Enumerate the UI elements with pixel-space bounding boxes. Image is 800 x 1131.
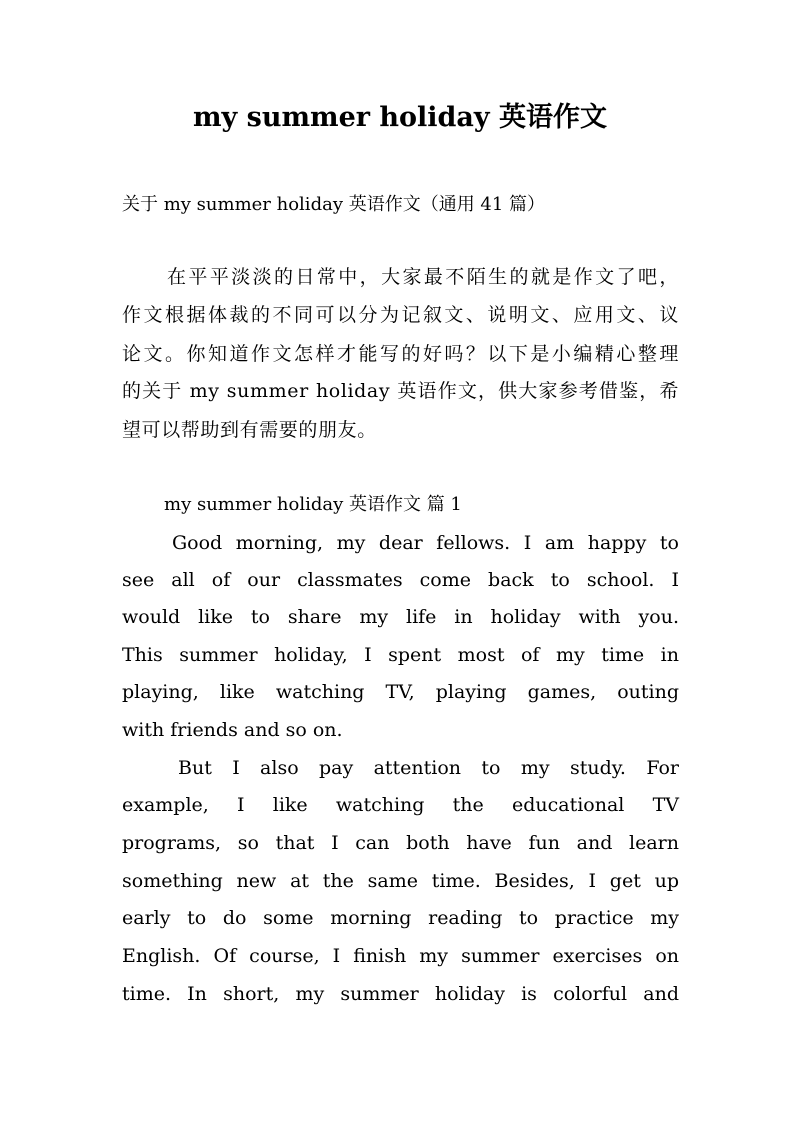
paragraph-2-line-3: programs, so that I can both have fun and learn bbox=[122, 832, 679, 854]
paragraph-2-line-4: something new at the same time. Besides, I get up bbox=[122, 870, 679, 892]
document-subtitle: 关于 my summer holiday 英语作文（通用 41 篇） bbox=[122, 194, 546, 215]
paragraph-1-line-6: with friends and so on. bbox=[122, 719, 343, 741]
intro-line-3: 论文。你知道作文怎样才能写的好吗？以下是小编精心整理 bbox=[122, 343, 679, 365]
paragraph-2-line-5: early to do some morning reading to practice my bbox=[122, 907, 679, 929]
intro-line-4: 的关于 my summer holiday 英语作文，供大家参考借鉴，希 bbox=[122, 380, 679, 402]
intro-line-2: 作文根据体裁的不同可以分为记叙文、说明文、应用文、议 bbox=[122, 304, 679, 326]
paragraph-2-line-7: time. In short, my summer holiday is colorful and bbox=[122, 983, 679, 1005]
document-title: my summer holiday 英语作文 bbox=[192, 102, 608, 133]
paragraph-1-line-1: Good morning, my dear fellows. I am happy to bbox=[172, 532, 679, 554]
section-heading: my summer holiday 英语作文 篇 1 bbox=[164, 494, 462, 515]
paragraph-2-line-6: English. Of course, I finish my summer exercises on bbox=[122, 945, 679, 967]
paragraph-1-line-3: would like to share my life in holiday with you. bbox=[122, 606, 679, 628]
intro-line-5: 望可以帮助到有需要的朋友。 bbox=[122, 419, 377, 441]
paragraph-2-line-2: example, I like watching the educational TV bbox=[122, 794, 679, 816]
paragraph-1-line-5: playing, like watching TV, playing games, outing bbox=[122, 681, 679, 703]
paragraph-1-line-4: This summer holiday, I spent most of my time in bbox=[122, 644, 679, 666]
intro-line-1: 在平平淡淡的日常中，大家最不陌生的就是作文了吧， bbox=[167, 266, 679, 288]
paragraph-1-line-2: see all of our classmates come back to school. I bbox=[122, 569, 679, 591]
paragraph-2-line-1: But I also pay attention to my study. For bbox=[178, 757, 679, 779]
